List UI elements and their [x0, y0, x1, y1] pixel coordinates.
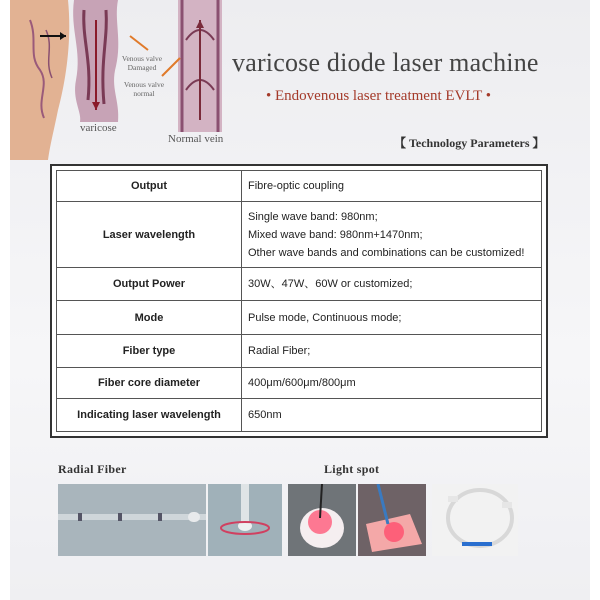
param-value-line: Radial Fiber;: [248, 344, 311, 357]
fiber-coil-photo: [432, 484, 518, 556]
param-name: Fiber type: [57, 334, 242, 367]
table-row: [57, 398, 542, 431]
fiber-tip-diagram: [208, 484, 282, 556]
technology-parameters-label: 【 Technology Parameters 】: [394, 136, 545, 150]
parameters-table: [50, 164, 548, 438]
param-value-line: 400μm/600μm/800μm: [248, 376, 356, 389]
param-name: Fiber core diameter: [57, 367, 242, 398]
table-row: [57, 334, 542, 367]
parameters-grid: [56, 170, 542, 432]
param-value-line: Other wave bands and combinations can be customized!: [248, 246, 525, 259]
param-name: Indicating laser wavelength: [57, 398, 242, 431]
radial-fiber-heading: Radial Fiber: [58, 462, 127, 476]
table-row: [57, 171, 542, 202]
param-value-line: Mixed wave band: 980nm+1470nm;: [248, 228, 423, 241]
radial-fiber-photo: [58, 484, 206, 556]
param-value-line: 30W、47W、60W or customized;: [248, 278, 413, 291]
param-value: [242, 171, 542, 202]
light-spot-photo-1: [288, 484, 356, 556]
param-name: Mode: [57, 301, 242, 334]
caption-valve-normal: Venous valve normal: [123, 80, 165, 98]
table-row: [57, 301, 542, 334]
param-value-line: Fibre-optic coupling: [248, 180, 344, 193]
light-spot-heading: Light spot: [324, 462, 380, 476]
param-value: [242, 367, 542, 398]
param-value-line: Single wave band: 980nm;: [248, 210, 378, 223]
param-value-line: 650nm: [248, 408, 282, 421]
table-row: [57, 202, 542, 268]
param-name: Laser wavelength: [57, 202, 242, 268]
caption-varicose: varicose: [80, 122, 117, 134]
param-name: Output Power: [57, 268, 242, 301]
param-value: [242, 268, 542, 301]
param-value: [242, 202, 542, 268]
light-spot-photo-2: [358, 484, 426, 556]
caption-normal-vein: Normal vein: [168, 133, 224, 145]
page-subtitle: • Endovenous laser treatment EVLT •: [266, 88, 492, 104]
table-row: [57, 367, 542, 398]
param-name: Output: [57, 171, 242, 202]
page: [10, 0, 590, 600]
param-value: [242, 334, 542, 367]
caption-valve-damaged: Venous valve Damaged: [121, 54, 163, 72]
page-title: varicose diode laser machine: [232, 48, 539, 77]
param-value: [242, 398, 542, 431]
param-value: [242, 301, 542, 334]
param-value-line: Pulse mode, Continuous mode;: [248, 311, 402, 324]
table-row: [57, 268, 542, 301]
